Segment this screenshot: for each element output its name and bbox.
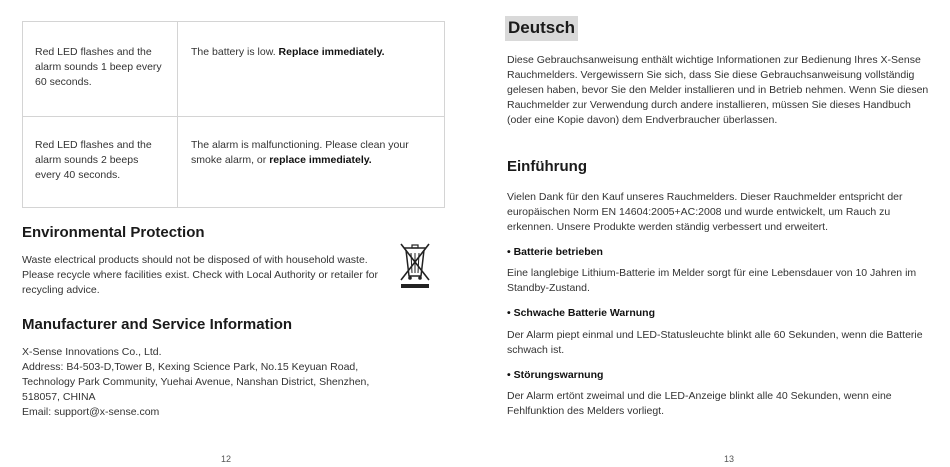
- bullet-heading-low-battery: • Schwache Batterie Warnung: [507, 307, 655, 319]
- bullet-text-battery: Eine langlebige Lithium-Batterie im Melder sorgt für eine Lebensdauer von 10 Jahren im Standby-Zustand.: [507, 267, 917, 294]
- alarm-signal-table: [22, 21, 445, 208]
- table-row: [23, 116, 444, 208]
- table-cell-meaning: [191, 138, 431, 168]
- crossed-out-bin-icon: [397, 240, 433, 290]
- bullet-heading-malfunction: • Störungswarnung: [507, 369, 604, 381]
- language-label: Deutsch: [508, 18, 576, 37]
- right-page: [475, 0, 950, 467]
- introduction-text: Vielen Dank für den Kauf unseres Rauchmelders. Dieser Rauchmelder entspricht der europäischen Norm EN 14604:2005+AC:2008 und wurde entwickelt, um Rauch zu erkennen. Unsere Produkte werden ständig verbessert und erweitert.: [507, 191, 903, 233]
- table-cell-meaning: [191, 45, 431, 60]
- company-name: X-Sense Innovations Co., Ltd.: [22, 346, 162, 358]
- meaning-text: The alarm is malfunctioning. Please clean your smoke alarm, or: [191, 139, 409, 166]
- manufacturer-heading: Manufacturer and Service Information: [22, 316, 293, 333]
- manufacturer-info: [22, 345, 392, 420]
- company-address: Address: B4-503-D,Tower B, Kexing Science Park, No.15 Keyuan Road, Technology Park Community, Yuehai Avenue, Nanshan District, Shenzhen, 518057, CHINA: [22, 361, 370, 403]
- table-row: [23, 22, 444, 117]
- meaning-action: replace immediately.: [269, 154, 372, 166]
- intro-paragraph: Diese Gebrauchsanweisung enthält wichtige Informationen zur Bedienung Ihres X-Sense Rauchmelders. Vergewissern Sie sich, dass Sie diese Gebrauchsanweisung vollständig gelesen haben, bevor Sie den Melder installieren und in Betrieb nehmen. Wenn Sie diesen Rauchmelder zur Verwendung durch andere installieren, müssen Sie dieses Handbuch (oder eine Kopie davon) dem Endverbraucher überlassen.: [507, 54, 929, 126]
- introduction-heading: Einführung: [507, 158, 587, 175]
- table-cell-condition: Red LED flashes and the alarm sounds 1 beep every 60 seconds.: [35, 46, 162, 88]
- bullet-text-low-battery: Der Alarm piept einmal und LED-Statusleuchte blinkt alle 60 Sekunden, wenn die Batterie schwach ist.: [507, 329, 923, 356]
- company-email: Email: support@x-sense.com: [22, 406, 160, 418]
- meaning-action: Replace immediately.: [278, 46, 385, 58]
- environmental-protection-text: Waste electrical products should not be disposed of with household waste. Please recycle where facilities exist. Check with Local Authority or retailer for recycling advice.: [22, 254, 378, 296]
- bullet-heading-battery: • Batterie betrieben: [507, 246, 603, 258]
- table-cell-condition: Red LED flashes and the alarm sounds 2 beeps every 40 seconds.: [35, 139, 152, 181]
- meaning-text: The battery is low.: [191, 46, 276, 58]
- page-number: 13: [724, 454, 735, 464]
- language-heading: [505, 16, 578, 41]
- environmental-protection-heading: Environmental Protection: [22, 224, 205, 241]
- bullet-text-malfunction: Der Alarm ertönt zweimal und die LED-Anzeige blinkt alle 40 Sekunden, wenn eine Fehlfunktion des Melders vorliegt.: [507, 390, 892, 417]
- page-number: 12: [221, 454, 232, 464]
